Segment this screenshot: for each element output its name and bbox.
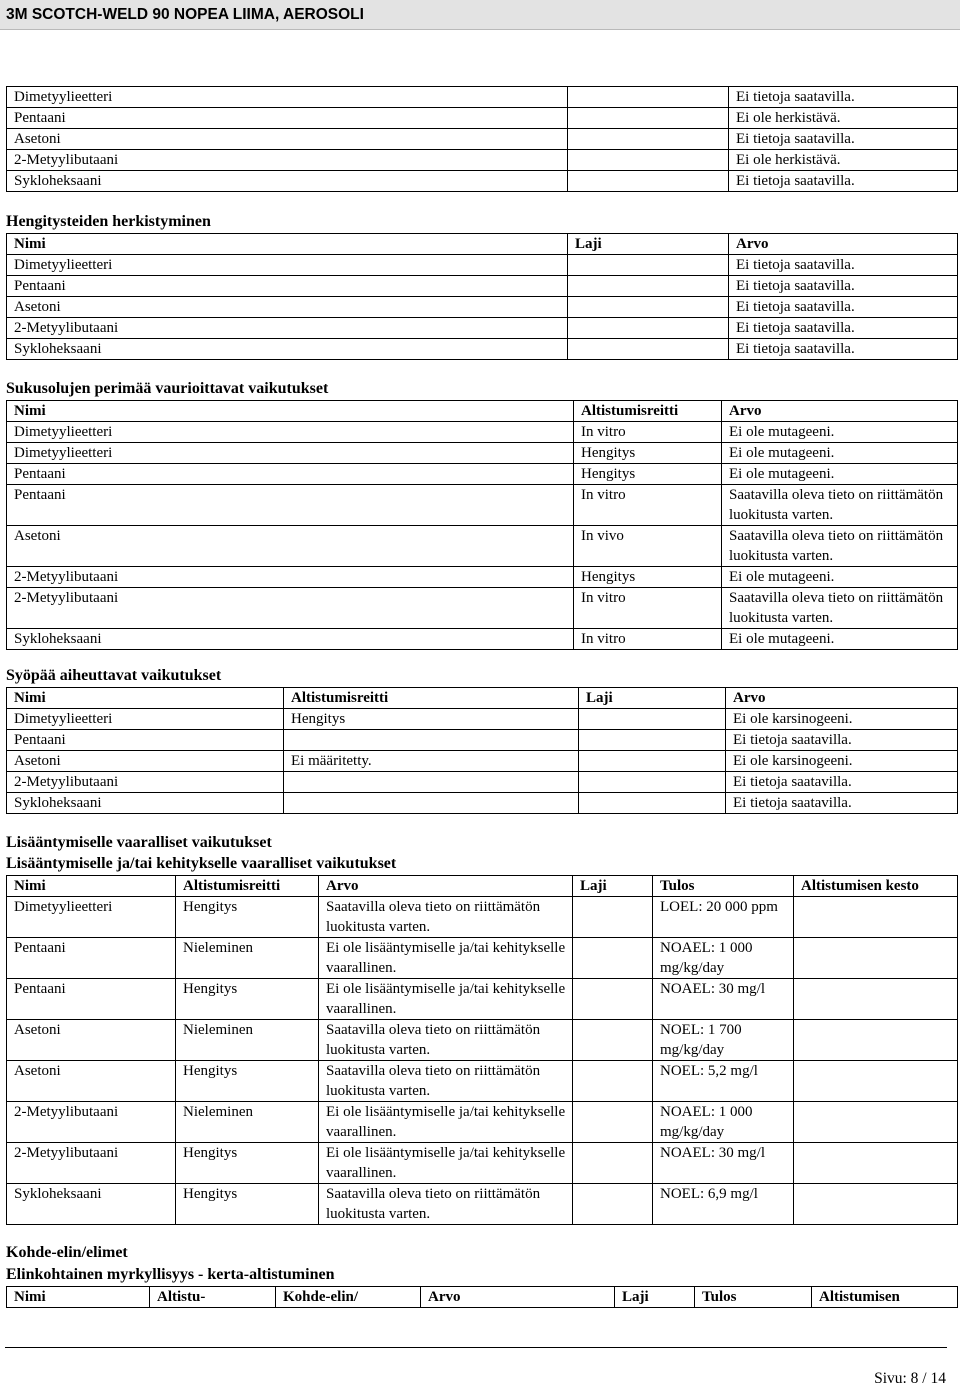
table-row: 2-Metyylibutaani In vitro Saatavilla oleva tieto on riittämätön luokitusta varten.	[7, 588, 958, 629]
table-row: Pentaani In vitro Saatavilla oleva tieto on riittämätön luokitusta varten.	[7, 485, 958, 526]
target-organ-section-subtitle: Elinkohtainen myrkyllisyys - kerta-altistuminen	[6, 1266, 335, 1283]
reproductive-section-title: Lisääntymiselle vaaralliset vaikutukset	[6, 834, 272, 851]
reproductive-section-subtitle: Lisääntymiselle ja/tai kehitykselle vaaralliset vaikutukset	[6, 855, 397, 872]
table-row: 2-Metyylibutaani Ei ole herkistävä.	[7, 150, 958, 171]
table-header-row: Nimi Altistumisreitti Laji Arvo	[7, 688, 958, 709]
table-row: Asetoni Ei tietoja saatavilla.	[7, 129, 958, 150]
table-row: Asetoni Ei tietoja saatavilla.	[7, 297, 958, 318]
table-row: Pentaani Hengitys Ei ole mutageeni.	[7, 464, 958, 485]
table-row: Sykloheksaani Ei tietoja saatavilla.	[7, 339, 958, 360]
page-number: Sivu: 8 / 14	[874, 1370, 946, 1387]
table-header-row: Nimi Altistumisreitti Arvo	[7, 401, 958, 422]
table-row: Asetoni Ei määritetty. Ei ole karsinogeeni.	[7, 751, 958, 772]
table-row: 2-Metyylibutaani Ei tietoja saatavilla.	[7, 772, 958, 793]
table-row: Asetoni Hengitys Saatavilla oleva tieto on riittämätön luokitusta varten. NOEL: 5,2 mg/l	[7, 1061, 958, 1102]
table-row: Sykloheksaani Hengitys Saatavilla oleva tieto on riittämätön luokitusta varten. NOEL: 6,9 mg/l	[7, 1184, 958, 1225]
respiratory-table	[6, 233, 958, 360]
document-header	[0, 0, 960, 30]
table-row: Dimetyylieetteri Ei tietoja saatavilla.	[7, 255, 958, 276]
mutagenic-section-title: Sukusolujen perimää vaurioittavat vaikutukset	[6, 380, 329, 397]
table-row: Pentaani Nieleminen Ei ole lisääntymiselle ja/tai kehitykselle vaarallinen. NOAEL: 1 000 mg/kg/day	[7, 938, 958, 979]
table-row: 2-Metyylibutaani Ei tietoja saatavilla.	[7, 318, 958, 339]
table-row: Dimetyylieetteri Hengitys Saatavilla oleva tieto on riittämätön luokitusta varten. LOEL: 20 000 ppm	[7, 897, 958, 938]
reproductive-table	[6, 875, 958, 1225]
carcinogenic-section-title: Syöpää aiheuttavat vaikutukset	[6, 667, 222, 684]
table-row: Pentaani Ei ole herkistävä.	[7, 108, 958, 129]
table-header-row: Nimi Altistu- Kohde-elin/ Arvo Laji Tulos Altistumisen	[7, 1287, 958, 1308]
carcinogenic-table	[6, 687, 958, 814]
table-row: Sykloheksaani Ei tietoja saatavilla.	[7, 793, 958, 814]
table-row: Sykloheksaani In vitro Ei ole mutageeni.	[7, 629, 958, 650]
table-row: Dimetyylieetteri In vitro Ei ole mutageeni.	[7, 422, 958, 443]
table-header-row: Nimi Laji Arvo	[7, 234, 958, 255]
footer-divider	[5, 1347, 947, 1348]
skin-sensitization-table	[6, 86, 958, 192]
table-row: 2-Metyylibutaani Hengitys Ei ole mutageeni.	[7, 567, 958, 588]
table-row: Pentaani Ei tietoja saatavilla.	[7, 276, 958, 297]
mutagenic-table	[6, 400, 958, 650]
table-row: Pentaani Hengitys Ei ole lisääntymiselle ja/tai kehitykselle vaarallinen. NOAEL: 30 mg/l	[7, 979, 958, 1020]
table-header-row: Nimi Altistumisreitti Arvo Laji Tulos Altistumisen kesto	[7, 876, 958, 897]
document-title: 3M SCOTCH-WELD 90 NOPEA LIIMA, AEROSOLI	[6, 6, 364, 23]
target-organ-table	[6, 1286, 958, 1308]
table-row: Dimetyylieetteri Ei tietoja saatavilla.	[7, 87, 958, 108]
target-organ-section-title: Kohde-elin/elimet	[6, 1244, 128, 1261]
respiratory-section-title: Hengitysteiden herkistyminen	[6, 213, 211, 230]
table-row: Dimetyylieetteri Hengitys Ei ole karsinogeeni.	[7, 709, 958, 730]
table-row: Asetoni Nieleminen Saatavilla oleva tieto on riittämätön luokitusta varten. NOEL: 1 700 mg/kg/day	[7, 1020, 958, 1061]
table-row: Sykloheksaani Ei tietoja saatavilla.	[7, 171, 958, 192]
table-row: 2-Metyylibutaani Hengitys Ei ole lisääntymiselle ja/tai kehitykselle vaarallinen. NOAEL: 30 mg/l	[7, 1143, 958, 1184]
table-row: 2-Metyylibutaani Nieleminen Ei ole lisääntymiselle ja/tai kehitykselle vaarallinen. NOAEL: 1 000 mg/kg/day	[7, 1102, 958, 1143]
table-row: Dimetyylieetteri Hengitys Ei ole mutageeni.	[7, 443, 958, 464]
table-row: Pentaani Ei tietoja saatavilla.	[7, 730, 958, 751]
table-row: Asetoni In vivo Saatavilla oleva tieto on riittämätön luokitusta varten.	[7, 526, 958, 567]
